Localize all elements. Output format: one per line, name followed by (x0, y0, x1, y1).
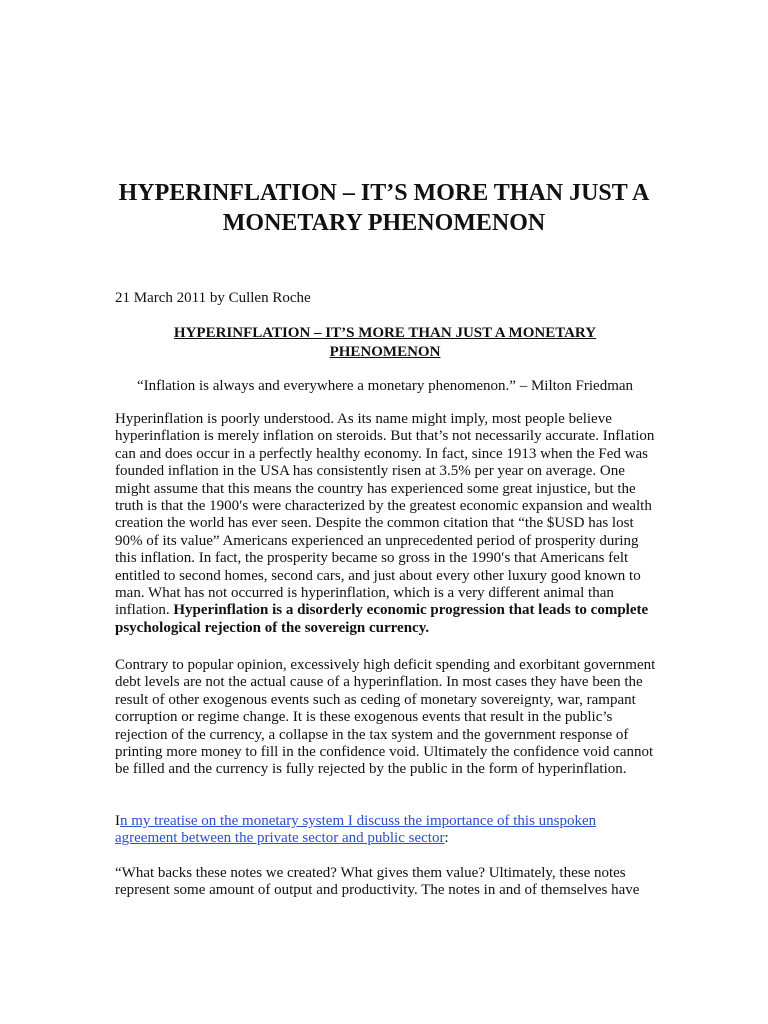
paragraph-1-text: Hyperinflation is poorly understood. As its name might imply, most people believe hyperinflation is merely inflation on steroids. But that’s not necessarily accurate. Inflation can and does occur in a perfectly healthy economy. In fact, since 1913 when the Fed was founded inflation in the USA has consistently risen at 3.5% per year on average. One might assume that this means the country has experienced some great injustice, but the truth is that the 1900′s were characterized by the greatest economic expansion and wealth creation the world has ever seen. Despite the common citation that “the $USD has lost 90% of its value” Americans experienced an unprecedented period of prosperity during this inflation. In fact, the prosperity became so gross in the 1990′s that Americans felt entitled to second homes, second cars, and just about every other luxury good known to man. What has not occurred is hyperinflation, which is a very different animal than inflation. (115, 411, 655, 619)
subtitle-line-1: HYPERINFLATION – IT’S MORE THAN JUST A MONETARY (173, 325, 597, 341)
treatise-link[interactable]: n my treatise on the monetary system I discuss the importance of this unspoken agreement between the private sector and public sector (115, 813, 597, 847)
title-line-1: HYPERINFLATION – IT’S MORE THAN JUST A (118, 180, 650, 206)
paragraph-2: Contrary to popular opinion, excessively high deficit spending and exorbitant government debt levels are not the actual cause of a hyperinflation. In most cases they have been the result of other exogenous events such as ceding of monetary sovereignty, war, rampant corruption or regime change. It is these exogenous events that result in the public’s rejection of the currency, a collapse in the tax system and the government response of printing more money to fill in the confidence void. Ultimately the confidence void cannot be filled and the currency is fully rejected by the public in the form of hyperinflation. (115, 657, 656, 778)
paragraph-1-bold-statement: Hyperinflation is a disorderly economic progression that leads to complete psychological rejection of the sovereign currency. (115, 602, 649, 636)
title-line-2: MONETARY PHENOMENON (222, 210, 546, 236)
article-subtitle (115, 324, 655, 362)
epigraph-quote: “Inflation is always and everywhere a monetary phenomenon.” – Milton Friedman (136, 378, 634, 394)
paragraph-3-prefix: I (115, 813, 120, 829)
document-title (70, 178, 698, 238)
paragraph-4: “What backs these notes we created? What gives them value? Ultimately, these notes represent some amount of output and productivity. The notes in and of themselves have (115, 865, 640, 899)
paragraph-3-suffix: : (444, 830, 449, 847)
paragraph-1 (115, 411, 660, 637)
byline: 21 March 2011 by Cullen Roche (115, 290, 311, 306)
paragraph-3 (115, 813, 660, 848)
subtitle-line-2: PHENOMENON (329, 344, 441, 360)
